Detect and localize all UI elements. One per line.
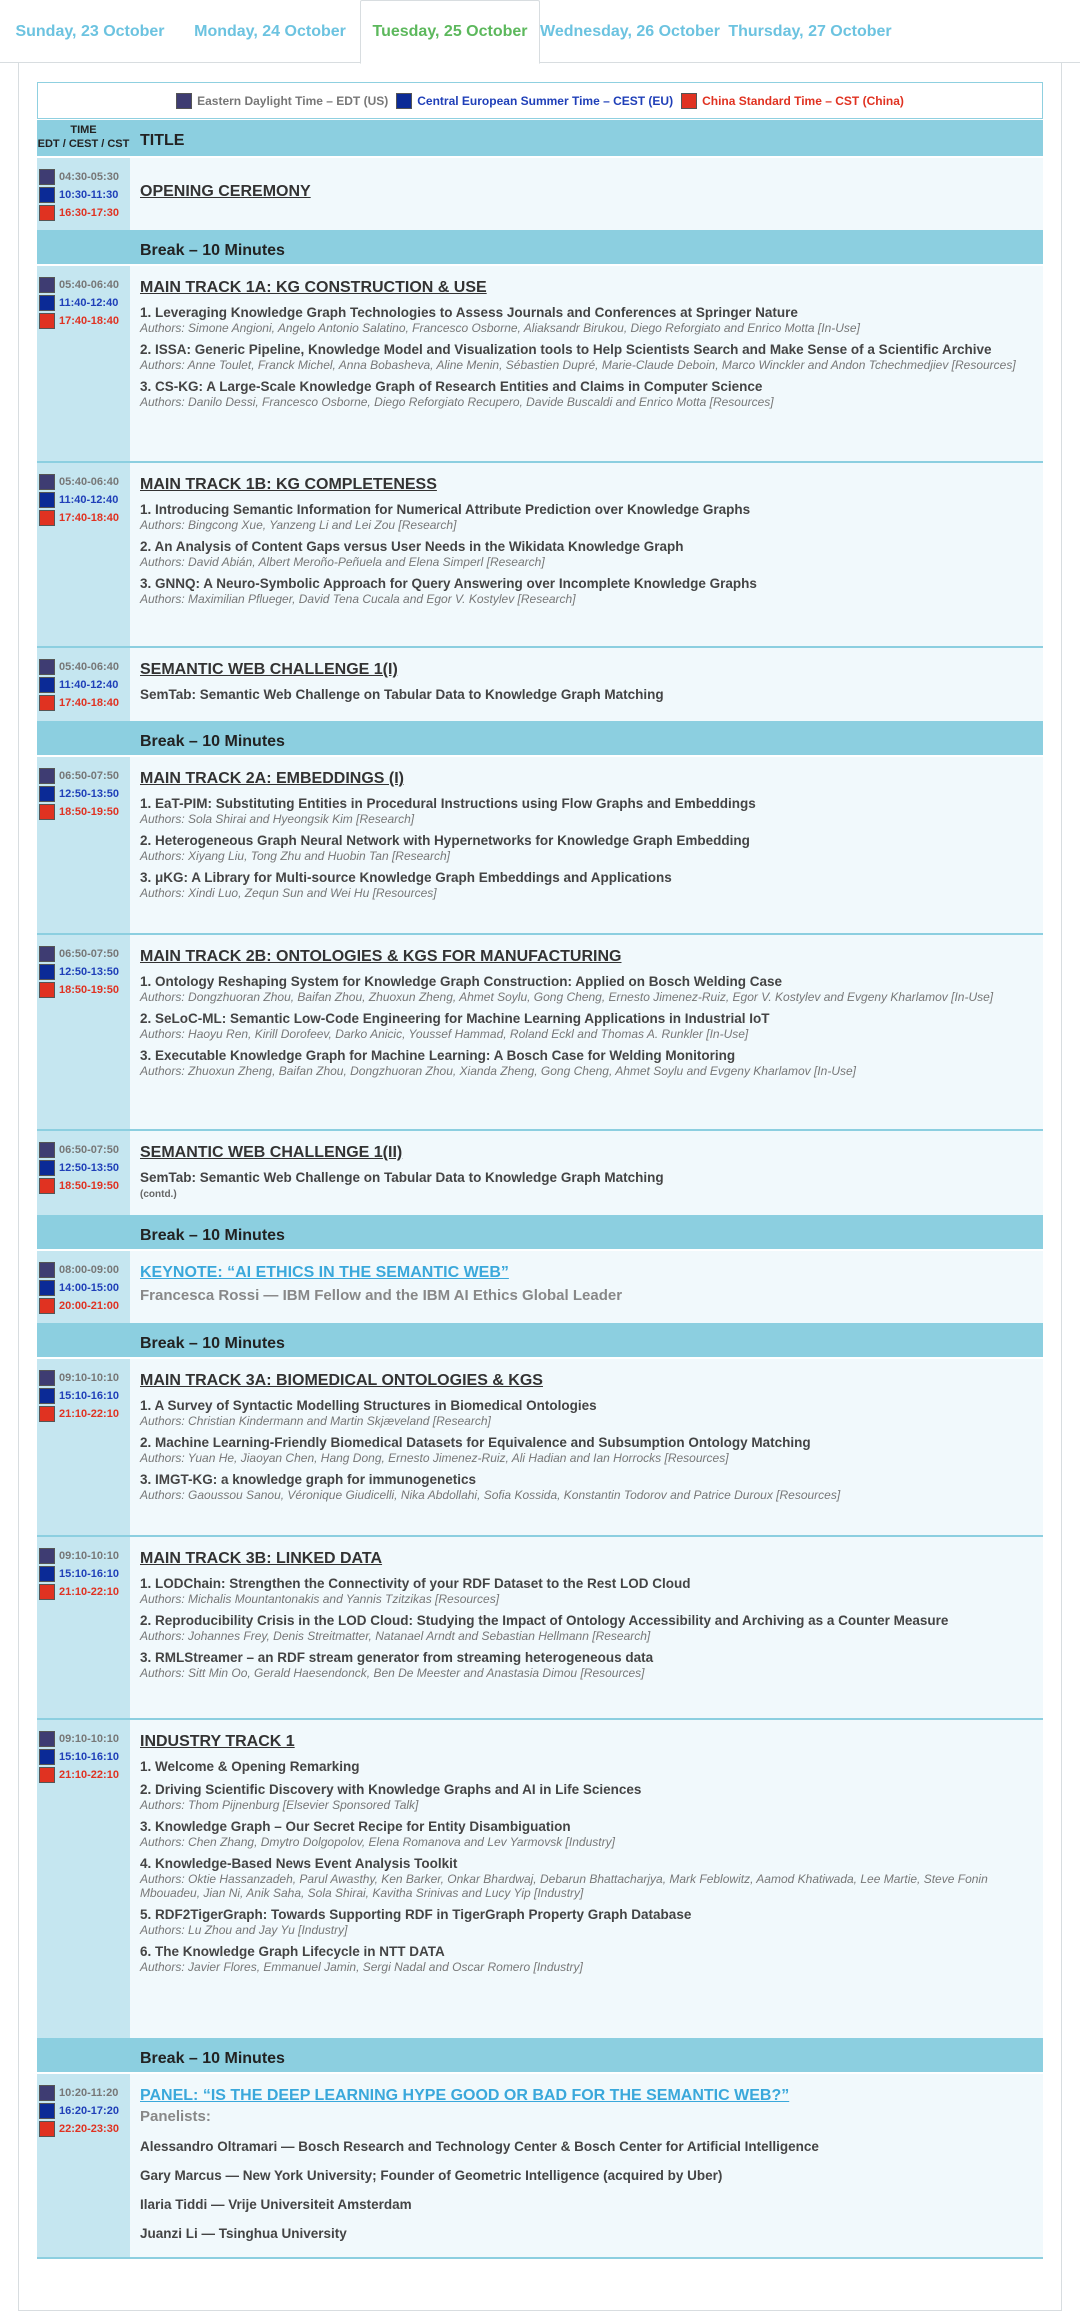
break-label: Break – 10 Minutes (140, 733, 285, 750)
cn-color-swatch (39, 2121, 55, 2137)
time-row (39, 473, 119, 491)
session-row (37, 1720, 1043, 2040)
day-tabs (0, 0, 1080, 63)
session-row (37, 463, 1043, 648)
us-color-swatch (39, 1548, 55, 1564)
paper-authors: Authors: Maximilian Pflueger, David Tena Cucala and Egor V. Kostylev [Research] (140, 592, 576, 606)
time-row (39, 1261, 119, 1279)
paper-authors: Authors: Gaoussou Sanou, Véronique Giudicelli, Nika Abdollahi, Sofia Kossida, Konstantin Todorov and Patrice Duroux [Resources] (140, 1488, 841, 1502)
time-row (39, 694, 119, 712)
eu-color-swatch (39, 492, 55, 508)
paper-title: 6. The Knowledge Graph Lifecycle in NTT DATA (140, 1944, 445, 1959)
paper-authors: Authors: Lu Zhou and Jay Yu [Industry] (140, 1923, 348, 1937)
paper-title: 1. Leveraging Knowledge Graph Technologies to Assess Journals and Conferences at Springer Nature (140, 305, 798, 320)
eu-time: 12:50-13:50 (59, 788, 119, 800)
cn-time: 22:20-23:30 (59, 2123, 119, 2135)
us-time: 09:10-10:10 (59, 1733, 119, 1745)
paper-title: 2. Machine Learning-Friendly Biomedical Datasets for Equivalence and Subsumption Ontology Matching (140, 1435, 811, 1450)
paper-title: 1. Welcome & Opening Remarking (140, 1759, 360, 1774)
paper-authors: Authors: Chen Zhang, Dmytro Dolgopolov, Elena Romanova and Lev Yarmovsk [Industry] (140, 1835, 615, 1849)
cn-color-swatch (39, 1406, 55, 1422)
paper-title: 1. A Survey of Syntactic Modelling Structures in Biomedical Ontologies (140, 1398, 597, 1413)
us-color-swatch (39, 768, 55, 784)
session-title[interactable]: MAIN TRACK 1A: KG CONSTRUCTION & USE (140, 279, 487, 296)
time-row (39, 1177, 119, 1195)
us-color-swatch (39, 1370, 55, 1386)
legend-eu (396, 93, 673, 109)
session-times (39, 658, 119, 712)
cn-color-swatch (39, 1767, 55, 1783)
tab-wednesday[interactable]: Wednesday, 26 October (540, 22, 720, 40)
us-time: 05:40-06:40 (59, 279, 119, 291)
paper-title: 2. Driving Scientific Discovery with Knowledge Graphs and AI in Life Sciences (140, 1782, 642, 1797)
break-row (37, 232, 1043, 266)
paper-authors: Authors: Dongzhuoran Zhou, Baifan Zhou, Zhuoxun Zheng, Ahmet Soylu, Gong Cheng, Ernesto Jimenez-Ruiz, Egor V. Kostylev and Evgeny Kharlamov [In-Use] (140, 990, 994, 1004)
cn-time: 21:10-22:10 (59, 1769, 119, 1781)
time-row (39, 981, 119, 999)
eu-time: 11:40-12:40 (59, 679, 119, 691)
eu-color-swatch (39, 1280, 55, 1296)
paper-title: 3. IMGT-KG: a knowledge graph for immunogenetics (140, 1472, 477, 1487)
session-title[interactable]: MAIN TRACK 2B: ONTOLOGIES & KGS FOR MANUFACTURING (140, 948, 622, 965)
us-time: 06:50-07:50 (59, 948, 119, 960)
panel-link[interactable]: PANEL: “IS THE DEEP LEARNING HYPE GOOD OR BAD FOR THE SEMANTIC WEB?” (140, 2087, 790, 2104)
session-times (39, 945, 119, 999)
time-row (39, 785, 119, 803)
session-times (39, 1547, 119, 1601)
time-row (39, 312, 119, 330)
time-row (39, 676, 119, 694)
cn-time: 21:10-22:10 (59, 1586, 119, 1598)
cn-color-swatch (39, 982, 55, 998)
us-color-swatch (39, 474, 55, 490)
time-row (39, 276, 119, 294)
time-row (39, 1369, 119, 1387)
eu-time: 14:00-15:00 (59, 1282, 119, 1294)
time-row (39, 168, 119, 186)
time-row (39, 2084, 119, 2102)
session-times (39, 1141, 119, 1195)
session-row (37, 757, 1043, 935)
paper-authors: Authors: Christian Kindermann and Martin Skjæveland [Research] (140, 1414, 491, 1428)
eu-time: 15:10-16:10 (59, 1390, 119, 1402)
time-header-label: TIME (70, 124, 97, 136)
us-color-swatch (39, 169, 55, 185)
paper-title: 3. CS-KG: A Large-Scale Knowledge Graph of Research Entities and Claims in Computer Science (140, 379, 763, 394)
time-row (39, 1730, 119, 1748)
eu-time: 10:30-11:30 (59, 189, 119, 201)
time-row (39, 204, 119, 222)
eu-color-swatch (39, 295, 55, 311)
time-row (39, 1583, 119, 1601)
eu-color-swatch (39, 1388, 55, 1404)
paper-title: 1. LODChain: Strengthen the Connectivity of your RDF Dataset to the Rest LOD Cloud (140, 1576, 691, 1591)
session-times (39, 276, 119, 330)
paper-title: 1. EaT-PIM: Substituting Entities in Procedural Instructions using Flow Graphs and Embeddings (140, 796, 756, 811)
time-column-header (37, 120, 130, 156)
session-row (37, 1537, 1043, 1720)
paper-authors: Authors: Xiyang Liu, Tong Zhu and Huobin Tan [Research] (140, 849, 450, 863)
session-title[interactable]: SEMANTIC WEB CHALLENGE 1(I) (140, 661, 398, 678)
tab-thursday[interactable]: Thursday, 27 October (728, 22, 892, 40)
time-row (39, 1766, 119, 1784)
break-label: Break – 10 Minutes (140, 242, 285, 259)
time-row (39, 767, 119, 785)
us-time: 08:00-09:00 (59, 1264, 119, 1276)
eu-time: 12:50-13:50 (59, 966, 119, 978)
paper-authors: Authors: David Abián, Albert Meroño-Peñuela and Elena Simperl [Research] (140, 555, 545, 569)
cn-color-swatch (39, 1298, 55, 1314)
legend-us-label: Eastern Daylight Time – EDT (US) (197, 93, 389, 108)
cn-color-swatch (39, 313, 55, 329)
time-row (39, 509, 119, 527)
eu-color-swatch (39, 786, 55, 802)
break-row (37, 1325, 1043, 1359)
paper-title: 2. SeLoC-ML: Semantic Low-Code Engineering for Machine Learning Applications in Industrial IoT (140, 1011, 770, 1026)
paper-authors: Authors: Bingcong Xue, Yanzeng Li and Lei Zou [Research] (140, 518, 457, 532)
paper-authors: Authors: Danilo Dessi, Francesco Osborne, Diego Reforgiato Recupero, Davide Buscaldi and Enrico Motta [Resources] (140, 395, 774, 409)
session-times (39, 473, 119, 527)
continued-note: (contd.) (140, 1189, 177, 1200)
us-color-swatch (39, 277, 55, 293)
session-description: SemTab: Semantic Web Challenge on Tabular Data to Knowledge Graph Matching (140, 1170, 664, 1185)
eu-color-swatch (39, 677, 55, 693)
time-row (39, 1565, 119, 1583)
us-color-swatch (39, 946, 55, 962)
paper-authors: Authors: Zhuoxun Zheng, Baifan Zhou, Dongzhuoran Zhou, Xianda Zheng, Gong Cheng, Ahmet Soylu and Evgeny Kharlamov [In-Use] (140, 1064, 856, 1078)
eu-time: 15:10-16:10 (59, 1568, 119, 1580)
paper-authors: Authors: Thom Pijnenburg [Elsevier Sponsored Talk] (140, 1798, 419, 1812)
session-times (39, 1730, 119, 1784)
session-title[interactable]: MAIN TRACK 3A: BIOMEDICAL ONTOLOGIES & KGS (140, 1372, 543, 1389)
us-time: 09:10-10:10 (59, 1550, 119, 1562)
cn-color-swatch (39, 1178, 55, 1194)
paper-authors: Authors: Oktie Hassanzadeh, Parul Awasthy, Ken Barker, Onkar Bhardwaj, Debarun Bhattacharjya, Mark Feblowitz, Aamod Khatiwada, Lee Martie, Steve Fonin Mbouadeu, Jian Ni, Anik Saha, Sola Shirai, Kavitha Srinivas and Lucy Yip [Industry] (140, 1872, 988, 1900)
time-row (39, 1141, 119, 1159)
us-time: 05:40-06:40 (59, 476, 119, 488)
eu-time: 11:40-12:40 (59, 297, 119, 309)
eu-time: 11:40-12:40 (59, 494, 119, 506)
legend-cn (681, 93, 904, 109)
time-row (39, 186, 119, 204)
us-time: 04:30-05:30 (59, 171, 119, 183)
paper-authors: Authors: Sitt Min Oo, Gerald Haesendonck, Ben De Meester and Anastasia Dimou [Resources] (140, 1666, 645, 1680)
eu-time: 12:50-13:50 (59, 1162, 119, 1174)
session-row (37, 266, 1043, 463)
session-row (37, 648, 1043, 723)
us-time: 05:40-06:40 (59, 661, 119, 673)
title-column-header: TITLE (140, 132, 185, 149)
time-row (39, 1405, 119, 1423)
time-row (39, 803, 119, 821)
paper-authors: Authors: Javier Flores, Emmanuel Jamin, Sergi Nadal and Oscar Romero [Industry] (140, 1960, 583, 1974)
cn-color-swatch (39, 510, 55, 526)
cn-color-swatch (39, 695, 55, 711)
paper-title: 1. Ontology Reshaping System for Knowledge Graph Construction: Applied on Bosch Welding Case (140, 974, 783, 989)
session-row (37, 1251, 1043, 1325)
session-times (39, 2084, 119, 2138)
eu-color-swatch (39, 964, 55, 980)
time-row (39, 1748, 119, 1766)
paper-authors: Authors: Michalis Mountantonakis and Yannis Tzitzikas [Resources] (140, 1592, 500, 1606)
cn-time: 18:50-19:50 (59, 1180, 119, 1192)
legend-us (176, 93, 388, 109)
timezone-header-label: EDT / CEST / CST (37, 138, 130, 150)
time-row (39, 963, 119, 981)
time-row (39, 945, 119, 963)
break-row (37, 1217, 1043, 1251)
eu-color-swatch (396, 93, 412, 109)
cn-time: 18:50-19:50 (59, 984, 119, 996)
paper-title: 3. Executable Knowledge Graph for Machine Learning: A Bosch Case for Welding Monitoring (140, 1048, 736, 1063)
time-row (39, 1159, 119, 1177)
session-row (37, 158, 1043, 232)
time-row (39, 294, 119, 312)
us-color-swatch (39, 659, 55, 675)
legend-cn-label: China Standard Time – CST (China) (702, 93, 904, 108)
timezone-legend (37, 82, 1043, 119)
paper-title: 3. μKG: A Library for Multi-source Knowledge Graph Embeddings and Applications (140, 870, 672, 885)
session-times (39, 1369, 119, 1423)
us-color-swatch (39, 1262, 55, 1278)
us-color-swatch (39, 1731, 55, 1747)
us-time: 09:10-10:10 (59, 1372, 119, 1384)
paper-title: 4. Knowledge-Based News Event Analysis Toolkit (140, 1856, 458, 1871)
session-title[interactable]: OPENING CEREMONY (140, 183, 311, 200)
paper-title: 3. GNNQ: A Neuro-Symbolic Approach for Query Answering over Incomplete Knowledge Graphs (140, 576, 757, 591)
paper-title: 2. Reproducibility Crisis in the LOD Cloud: Studying the Impact of Ontology Accessibility and Archiving as a Counter Measure (140, 1613, 949, 1628)
break-row (37, 2040, 1043, 2074)
cn-color-swatch (39, 205, 55, 221)
time-row (39, 491, 119, 509)
session-times (39, 168, 119, 222)
us-time: 06:50-07:50 (59, 770, 119, 782)
paper-authors: Authors: Yuan He, Jiaoyan Chen, Hang Dong, Ernesto Jimenez-Ruiz, Ali Hadian and Ian Horrocks [Resources] (140, 1451, 729, 1465)
cn-time: 16:30-17:30 (59, 207, 119, 219)
us-color-swatch (39, 2085, 55, 2101)
session-row (37, 2074, 1043, 2259)
break-label: Break – 10 Minutes (140, 1335, 285, 1352)
paper-title: 2. Heterogeneous Graph Neural Network with Hypernetworks for Knowledge Graph Embedding (140, 833, 750, 848)
paper-title: 2. An Analysis of Content Gaps versus User Needs in the Wikidata Knowledge Graph (140, 539, 684, 554)
break-row (37, 723, 1043, 757)
paper-title: 5. RDF2TigerGraph: Towards Supporting RDF in TigerGraph Property Graph Database (140, 1907, 692, 1922)
tab-monday[interactable]: Monday, 24 October (194, 22, 346, 40)
paper-authors: Authors: Simone Angioni, Angelo Antonio Salatino, Francesco Osborne, Aliaksandr Birukou, Diego Reforgiato and Enrico Motta [In-Use] (140, 321, 860, 335)
session-title[interactable]: INDUSTRY TRACK 1 (140, 1733, 295, 1750)
session-description: SemTab: Semantic Web Challenge on Tabular Data to Knowledge Graph Matching (140, 687, 664, 702)
cn-color-swatch (39, 804, 55, 820)
paper-authors: Authors: Johannes Frey, Denis Streitmatter, Natanael Arndt and Sebastian Hellmann [Research] (140, 1629, 651, 1643)
time-row (39, 1547, 119, 1565)
cn-color-swatch (39, 1584, 55, 1600)
keynote-link[interactable]: KEYNOTE: “AI ETHICS IN THE SEMANTIC WEB” (140, 1264, 509, 1281)
eu-color-swatch (39, 1566, 55, 1582)
eu-color-swatch (39, 1749, 55, 1765)
session-row (37, 1131, 1043, 1217)
paper-title: 1. Introducing Semantic Information for Numerical Attribute Prediction over Knowledge Graphs (140, 502, 751, 517)
panelists-label: Panelists: (140, 2108, 211, 2125)
tab-tuesday[interactable]: Tuesday, 25 October (360, 0, 540, 64)
schedule-table (37, 120, 1043, 2259)
cn-time: 17:40-18:40 (59, 315, 119, 327)
panelist: Gary Marcus — New York University; Founder of Geometric Intelligence (acquired by Uber) (140, 2168, 723, 2183)
time-row (39, 2102, 119, 2120)
cn-time: 18:50-19:50 (59, 806, 119, 818)
cn-time: 21:10-22:10 (59, 1408, 119, 1420)
break-label: Break – 10 Minutes (140, 2050, 285, 2067)
time-row (39, 658, 119, 676)
keynote-speaker: Francesca Rossi — IBM Fellow and the IBM AI Ethics Global Leader (140, 1287, 623, 1304)
eu-time: 16:20-17:20 (59, 2105, 119, 2117)
us-color-swatch (39, 1142, 55, 1158)
session-row (37, 1359, 1043, 1537)
us-time: 10:20-11:20 (59, 2087, 119, 2099)
session-times (39, 767, 119, 821)
cn-time: 17:40-18:40 (59, 512, 119, 524)
paper-authors: Authors: Haoyu Ren, Kirill Dorofeev, Darko Anicic, Youssef Hammad, Roland Eckl and Thomas A. Runkler [In-Use] (140, 1027, 749, 1041)
paper-title: 3. RMLStreamer – an RDF stream generator from streaming heterogeneous data (140, 1650, 654, 1665)
paper-title: 2. ISSA: Generic Pipeline, Knowledge Model and Visualization tools to Help Scientists Search and Make Sense of a Scientific Archive (140, 342, 992, 357)
time-row (39, 1279, 119, 1297)
panelist: Ilaria Tiddi — Vrije Universiteit Amsterdam (140, 2197, 412, 2212)
paper-authors: Authors: Sola Shirai and Hyeongsik Kim [Research] (140, 812, 415, 826)
session-title[interactable]: SEMANTIC WEB CHALLENGE 1(II) (140, 1144, 403, 1161)
legend-eu-label: Central European Summer Time – CEST (EU) (417, 93, 674, 108)
panelist: Juanzi Li — Tsinghua University (140, 2226, 347, 2241)
session-title[interactable]: MAIN TRACK 1B: KG COMPLETENESS (140, 476, 437, 493)
tab-sunday[interactable]: Sunday, 23 October (15, 22, 165, 40)
time-row (39, 2120, 119, 2138)
panelist: Alessandro Oltramari — Bosch Research and Technology Center & Bosch Center for Artificial Intelligence (140, 2139, 819, 2154)
eu-time: 15:10-16:10 (59, 1751, 119, 1763)
paper-authors: Authors: Xindi Luo, Zequn Sun and Wei Hu [Resources] (140, 886, 437, 900)
cn-time: 20:00-21:00 (59, 1300, 119, 1312)
time-row (39, 1387, 119, 1405)
eu-color-swatch (39, 2103, 55, 2119)
session-title[interactable]: MAIN TRACK 2A: EMBEDDINGS (I) (140, 770, 404, 787)
cn-time: 17:40-18:40 (59, 697, 119, 709)
us-time: 06:50-07:50 (59, 1144, 119, 1156)
time-row (39, 1297, 119, 1315)
paper-authors: Authors: Anne Toulet, Franck Michel, Anna Bobasheva, Aline Menin, Sébastien Dupré, Marie-Claude Deboin, Marco Winckler and Andon Tchechmedjiev [Resources] (140, 358, 1016, 372)
us-color-swatch (176, 93, 192, 109)
session-title[interactable]: MAIN TRACK 3B: LINKED DATA (140, 1550, 383, 1567)
eu-color-swatch (39, 1160, 55, 1176)
session-row (37, 935, 1043, 1131)
table-header (37, 120, 1043, 158)
eu-color-swatch (39, 187, 55, 203)
break-label: Break – 10 Minutes (140, 1227, 285, 1244)
session-times (39, 1261, 119, 1315)
paper-title: 3. Knowledge Graph – Our Secret Recipe for Entity Disambiguation (140, 1819, 571, 1834)
cn-color-swatch (681, 93, 697, 109)
